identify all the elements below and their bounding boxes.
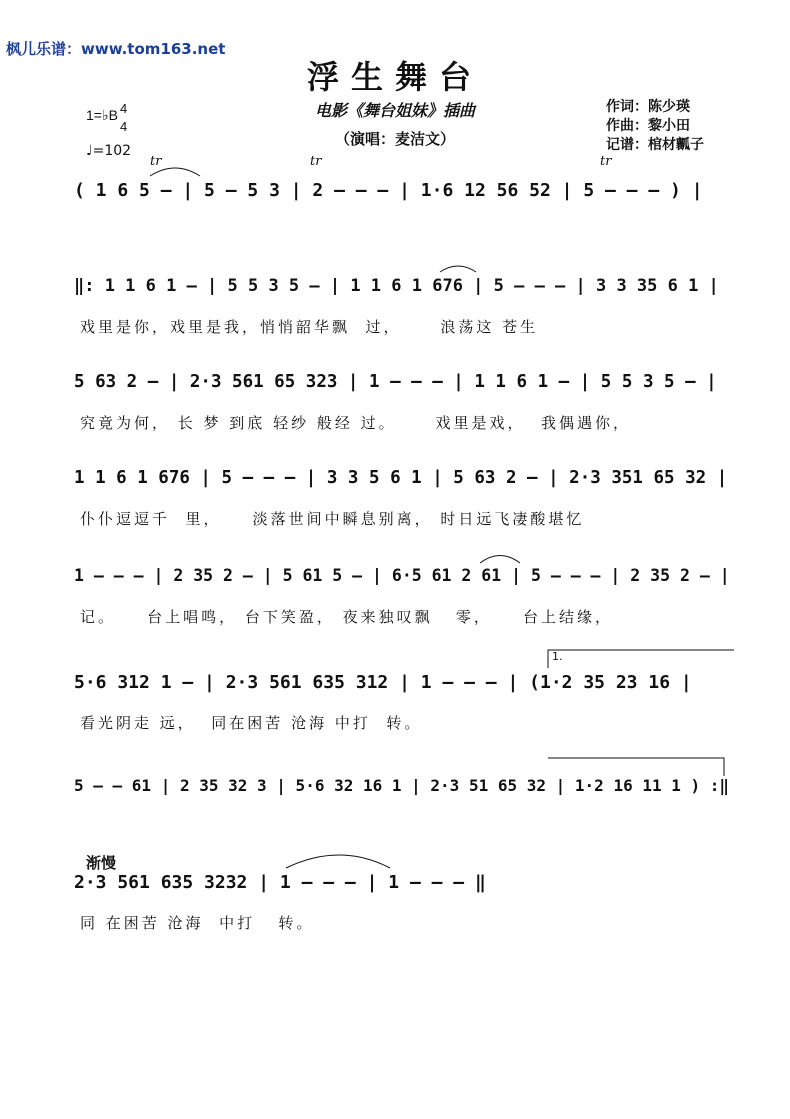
volta-bracket (548, 758, 724, 776)
notes-line: 2·3 561 635 3232 | 1 – – – | 1 – – – ‖ (74, 872, 486, 893)
score-row-6 (74, 672, 730, 736)
singer-credit: （演唱：麦洁文） (334, 130, 455, 148)
key-signature (86, 101, 128, 134)
time-top: 4 (120, 101, 128, 116)
lyrics-line: 同 在困苦 沧海 中打 转。 (80, 914, 315, 932)
tempo-mark: ♩=102 (86, 143, 132, 159)
score-row-5 (74, 566, 730, 630)
trill-mark: tr (150, 154, 162, 169)
score-row-4 (74, 468, 730, 532)
score-row-3 (74, 372, 730, 436)
key-label: 1=♭B (86, 107, 118, 123)
notes-line: 5 63 2 – | 2·3 561 65 323 | 1 – – – | 1 1 6 1 – | 5 5 3 5 – | (74, 372, 717, 392)
notes-line: 5·6 312 1 – | 2·3 561 635 312 | 1 – – – | (1·2 35 23 16 | (74, 672, 692, 693)
site-watermark: 枫儿乐谱：www.tom163.net (6, 40, 226, 58)
lyrics-line: 究竟为何， 长 梦 到底 轻纱 般经 过。 戏里是戏， 我偶遇你， (80, 414, 631, 432)
volta-bracket (548, 650, 734, 668)
score-row-7 (74, 776, 730, 840)
notes-line: 1 1 6 1 676 | 5 – – – | 3 3 5 6 1 | 5 63 2 – | 2·3 351 65 32 | (74, 468, 728, 488)
lyrics-line: 看光阴走 远， 同在困苦 沧海 中打 转。 (80, 714, 423, 732)
score-row-8 (74, 872, 730, 936)
transcriber-credit: 记谱：棺材瓤子 (606, 137, 704, 153)
lyrics-line: 戏里是你，戏里是我，悄悄韶华飘 过， 浪荡这 苍生 (80, 318, 539, 336)
ritardando-mark: 渐慢 (86, 854, 117, 872)
slur (440, 266, 476, 272)
time-bottom: 4 (120, 119, 128, 134)
song-title: 浮生舞台 (306, 58, 483, 96)
lyricist-credit: 作词：陈少瑛 (606, 99, 690, 115)
score-row-2 (74, 276, 730, 340)
score-row-1 (74, 180, 730, 244)
slur (480, 556, 520, 564)
slur (150, 168, 200, 176)
notes-line: ‖: 1 1 6 1 – | 5 5 3 5 – | 1 1 6 1 676 | 5 – – – | 3 3 35 6 1 | (74, 276, 719, 296)
trill-mark: tr (600, 154, 612, 169)
slur (286, 855, 390, 868)
notes-line: 1 – – – | 2 35 2 – | 5 61 5 – | 6·5 61 2 61 | 5 – – – | 2 35 2 – | (74, 566, 730, 585)
trill-mark: tr (310, 154, 322, 169)
notes-line: 5 – – 61 | 2 35 32 3 | 5·6 32 16 1 | 2·3 51 65 32 | 1·2 16 11 1 ) :‖ (74, 776, 730, 795)
composer-credit: 作曲：黎小田 (606, 118, 690, 134)
volta-label: 1. (552, 650, 563, 663)
lyrics-line: 仆仆逗逗千 里， 淡落世间中瞬息别离， 时日远飞凄酸堪忆 (80, 510, 585, 528)
lyrics-line: 记。 台上唱鸣， 台下笑盈， 夜来独叹飘 零， 台上结缘， (80, 608, 613, 626)
notes-line: ( 1 6 5 – | 5 – 5 3 | 2 – – – | 1·6 12 56 52 | 5 – – – ) | (74, 180, 703, 201)
song-subtitle: 电影《舞台姐妹》插曲 (314, 101, 475, 120)
